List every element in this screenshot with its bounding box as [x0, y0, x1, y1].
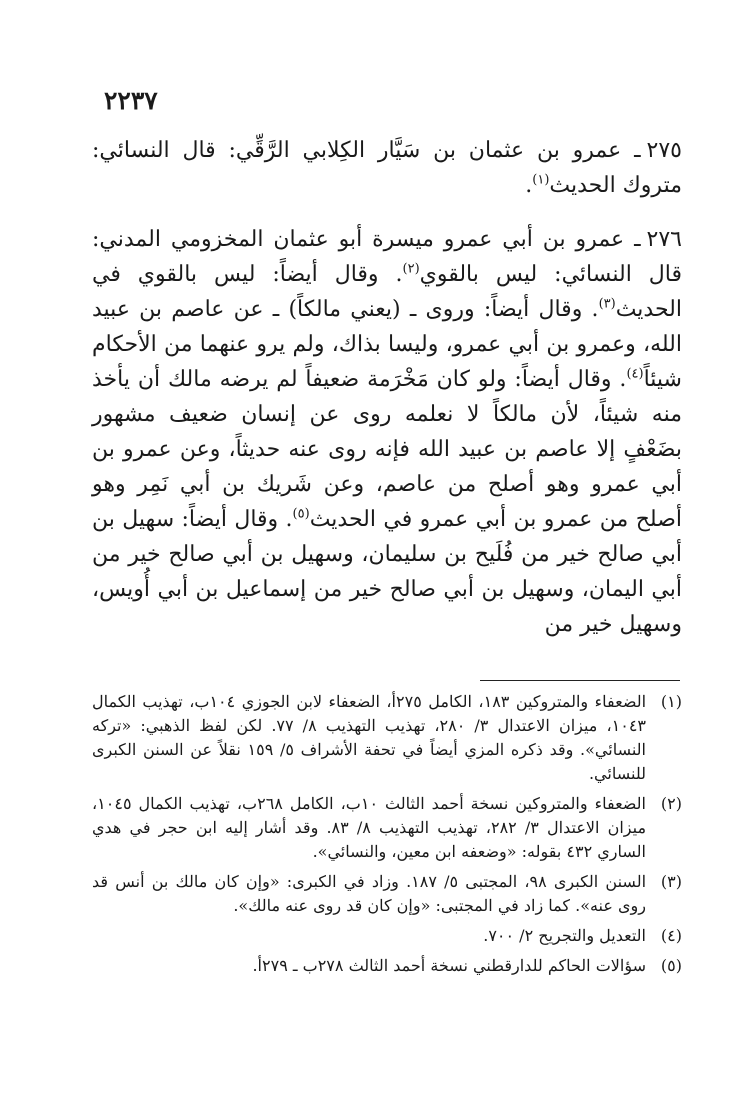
footnote-item	[92, 870, 682, 918]
footnote-number: (٤)	[660, 926, 682, 945]
entry-text-tail: .	[525, 173, 533, 198]
page-number: ٢٢٣٧	[104, 86, 158, 115]
footnote-item	[92, 792, 682, 864]
footnotes	[92, 690, 682, 984]
footnote-text: التعديل والتجريح ٢/ ٧٠٠.	[483, 926, 646, 945]
entry-text: عمرو بن عثمان بن سَيَّار الكِلابي الرَّقِّي: قال النسائي: متروك الحديث	[92, 138, 682, 198]
entry-number: ٢٧٦	[646, 227, 682, 252]
entry-number: ٢٧٥	[646, 138, 682, 163]
footnote-text: الضعفاء والمتروكين ١٨٣، الكامل ٢٧٥أ، الضعفاء لابن الجوزي ١٠٤ب، تهذيب الكمال ١٠٤٣، ميزان الاعتدال ٣/ ٢٨٠، تهذيب التهذيب ٨/ ٧٧. لكن لفظ الذهبي: «تركه النسائي». وقد ذكره المزي أيضاً في تحفة الأشراف ٥/ ١٥٩ نقلاً عن السنن الكبرى للنسائي.	[92, 692, 647, 783]
footnote-item	[92, 924, 682, 948]
footnote-text: سؤالات الحاكم للدارقطني نسخة أحمد الثالث ٢٧٨ب ـ ٢٧٩أ.	[252, 956, 646, 975]
main-text	[92, 133, 682, 661]
footnote-marker: (٢)	[402, 261, 420, 277]
entry-dash: ـ	[624, 227, 641, 252]
entry-text: . وقال أيضاً: ولو كان مَخْرَمة ضعيفاً لم يرضه مالك أن يأخذ منه شيئاً، لأن مالكاً لا نعلمه روى عن إنسان ضعيف مشهور بضَعْفٍ إلا عاصم بن عبيد الله فإنه روى عنه حديثاً، وعن عمرو بن أبي عمرو وهو أصلح من عاصم، وعن شَريك بن أبي نَمِر وهو أصلح من عمرو بن أبي عمرو في الحديث	[92, 367, 682, 532]
footnote-marker: (٥)	[292, 506, 310, 522]
entry-text: . وقال أيضاً: وروى ـ (يعني مالكاً) ـ عن عاصم بن عبيد الله، وعمرو بن أبي عمرو، وليسا بذاك، ولم يرو عنهما من الأحكام شيئاً	[92, 297, 682, 392]
footnote-marker: (١)	[532, 172, 550, 188]
footnote-number: (١)	[660, 692, 682, 711]
entry-text: عمرو بن أبي عمرو ميسرة أبو عثمان المخزومي المدني: قال النسائي: ليس بالقوي	[92, 227, 682, 287]
entry-276	[92, 222, 682, 642]
entry-dash: ـ	[621, 138, 641, 163]
footnote-number: (٣)	[660, 872, 682, 891]
entry-text: . وقال أيضاً: سهيل بن أبي صالح خير من فُلَيح بن سليمان، وسهيل بن أبي صالح خير من أبي اليمان، وسهيل بن أبي صالح خير من إسماعيل بن أبي أُويس، وسهيل خير من	[92, 507, 682, 637]
footnote-number: (٥)	[660, 956, 682, 975]
footnote-text: الضعفاء والمتروكين نسخة أحمد الثالث ١٠ب، الكامل ٢٦٨ب، تهذيب الكمال ١٠٤٥، ميزان الاعتدال ٣/ ٢٨٢، تهذيب التهذيب ٨/ ٨٣. وقد أشار إليه ابن حجر في هدي الساري ٤٣٢ بقوله: «وضعفه ابن معين، والنسائي».	[92, 794, 647, 861]
footnote-marker: (٤)	[626, 366, 644, 382]
entry-275	[92, 133, 682, 203]
footnote-item	[92, 690, 682, 786]
footnote-separator	[480, 680, 680, 681]
footnote-item	[92, 954, 682, 978]
entry-text: . وقال أيضاً: ليس بالقوي في الحديث	[92, 262, 682, 322]
footnote-marker: (٣)	[598, 296, 616, 312]
footnote-text: السنن الكبرى ٩٨، المجتبى ٥/ ١٨٧. وزاد في الكبرى: «وإن كان مالك بن أنس قد روى عنه». كما زاد في المجتبى: «وإن كان قد روى عنه مالك».	[92, 872, 647, 915]
footnote-number: (٢)	[660, 794, 682, 813]
